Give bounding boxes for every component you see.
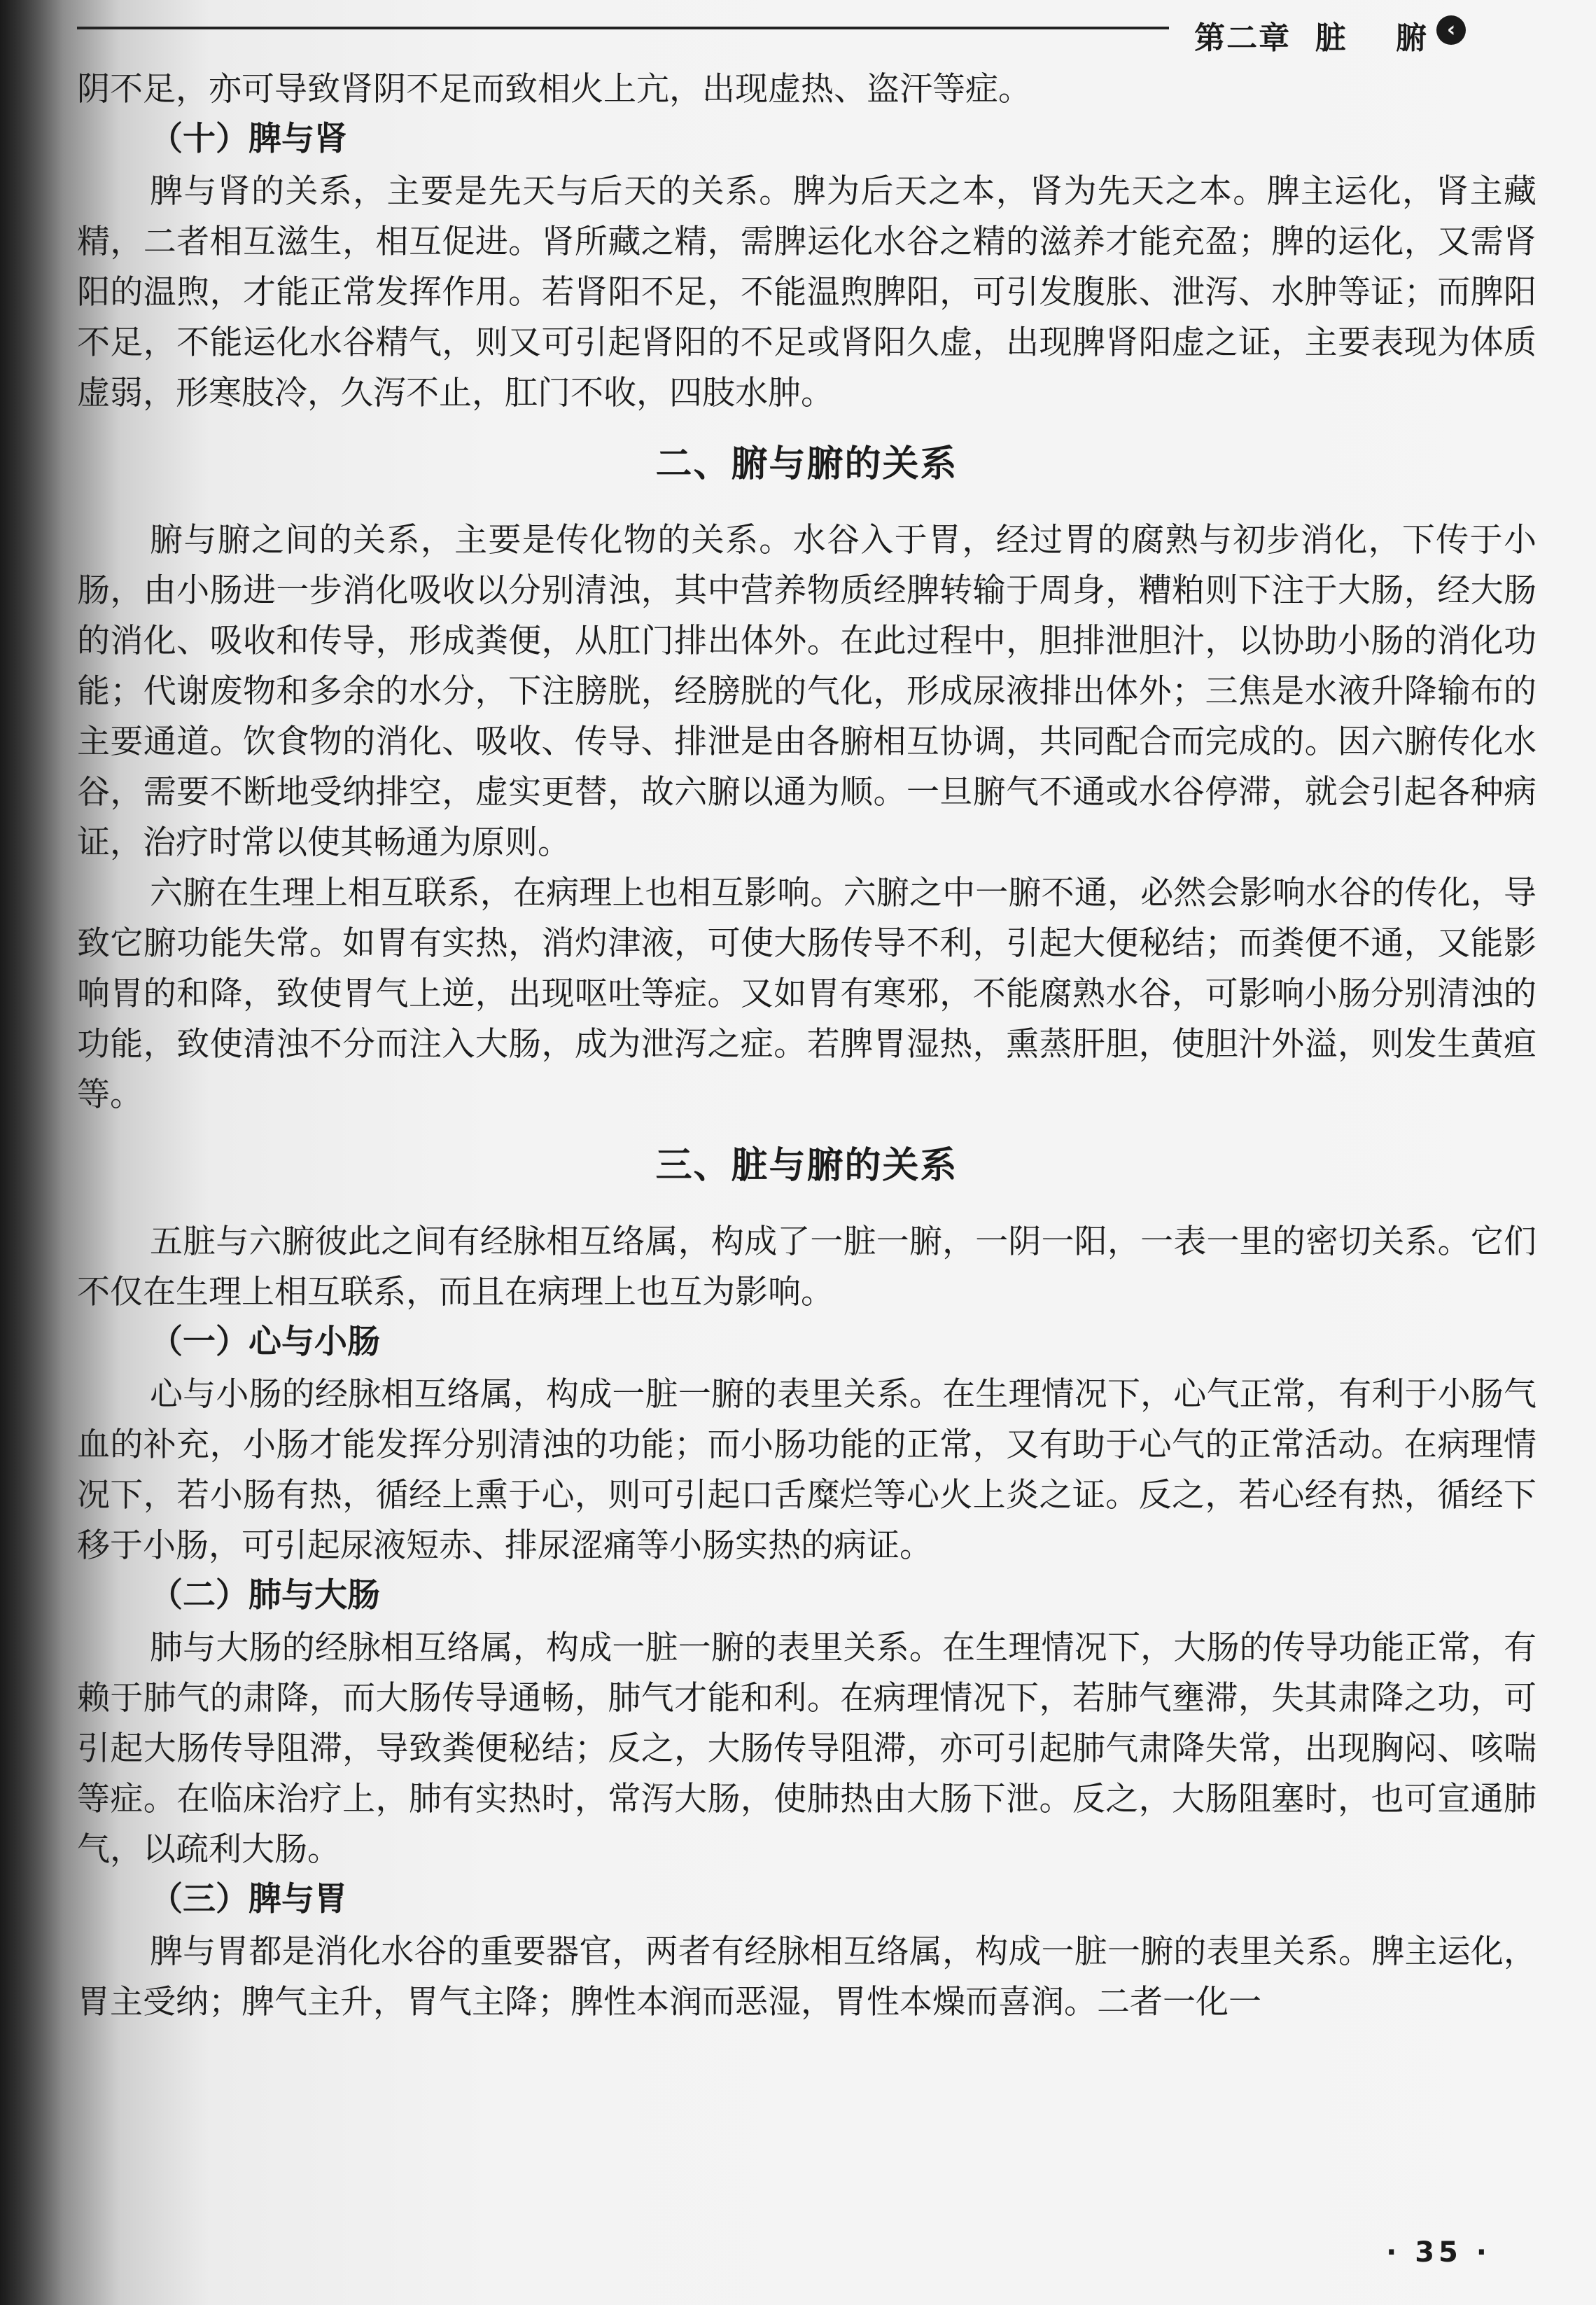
paragraph: 脾与肾的关系，主要是先天与后天的关系。脾为后天之本，肾为先天之本。脾主运化，肾主藏精，二者相互滋生，相互促进。肾所藏之精，需脾运化水谷之精的滋养才能充盈；脾的运化，又需肾阳的温煦，才能正常发挥作用。若肾阳不足，不能温煦脾阳，可引发腹胀、泄泻、水肿等证；而脾阳不足，不能运化水谷精气，则又可引起肾阳的不足或肾阳久虚，出现脾肾阳虚之证，主要表现为体质虚弱，形寒肢冷，久泻不止，肛门不收，四肢水肿。 — [77, 172, 1536, 412]
section-heading: 三、脏与腑的关系 — [655, 1145, 958, 1187]
subsection-heading: （三）脾与胃 — [150, 1880, 347, 1918]
paragraph: 腑与腑之间的关系，主要是传化物的关系。水谷入于胃，经过胃的腐熟与初步消化，下传于小肠，由小肠进一步消化吸收以分别清浊，其中营养物质经脾转输于周身，糟粕则下注于大肠，经大肠的消化、吸收和传导，形成粪便，从肛门排出体外。在此过程中，胆排泄胆汁，以协助小肠的消化功能；代谢废物和多余的水分，下注膀胱，经膀胱的气化，形成尿液排出体外；三焦是水液升降输布的主要通道。饮食物的消化、吸收、传导、排泄是由各腑相互协调，共同配合而完成的。因六腑传化水谷，需要不断地受纳排空，虚实更替，故六腑以通为顺。一旦腑气不通或水谷停滞，就会引起各种病证，治疗时常以使其畅通为原则。 — [77, 521, 1536, 862]
paragraph: 阴不足，亦可导致肾阴不足而致相火上亢，出现虚热、盗汗等症。 — [77, 70, 1031, 109]
page-binding-shadow — [0, 0, 63, 2305]
page-number: · 35 · — [1386, 2236, 1491, 2269]
running-header-chapter: 第二章 脏 腑 — [1194, 20, 1428, 56]
subsection-heading: （二）肺与大肠 — [150, 1576, 380, 1615]
paragraph: 脾与胃都是消化水谷的重要器官，两者有经脉相互络属，构成一脏一腑的表里关系。脾主运化，胃主受纳；脾气主升，胃气主降；脾性本润而恶湿，胃性本燥而喜润。二者一化一 — [77, 1933, 1536, 2021]
page-body — [77, 64, 1536, 2028]
paragraph: 六腑在生理上相互联系，在病理上也相互影响。六腑之中一腑不通，必然会影响水谷的传化，导致它腑功能失常。如胃有实热，消灼津液，可使大肠传导不利，引起大便秘结；而粪便不通，又能影响胃的和降，致使胃气上逆，出现呕吐等症。又如胃有寒邪，不能腐熟水谷，可影响小肠分别清浊的功能，致使清浊不分而注入大肠，成为泄泻之症。若脾胃湿热，熏蒸肝胆，使胆汁外溢，则发生黄疸等。 — [77, 874, 1536, 1114]
paragraph: 五脏与六腑彼此之间有经脉相互络属，构成了一脏一腑，一阴一阳，一表一里的密切关系。它们不仅在生理上相互联系，而且在病理上也互为影响。 — [77, 1223, 1536, 1311]
paragraph: 心与小肠的经脉相互络属，构成一脏一腑的表里关系。在生理情况下，心气正常，有利于小肠气血的补充，小肠才能发挥分别清浊的功能；而小肠功能的正常，又有助于心气的正常活动。在病理情况下，若小肠有热，循经上熏于心，则可引起口舌糜烂等心火上炎之证。反之，若心经有热，循经下移于小肠，可引起尿液短赤、排尿涩痛等小肠实热的病证。 — [77, 1375, 1536, 1565]
circle-arrow-left-icon: ‹ — [1436, 15, 1466, 45]
section-heading: 二、腑与腑的关系 — [655, 443, 958, 485]
subsection-heading: （十）脾与肾 — [150, 120, 347, 158]
subsection-heading: （一）心与小肠 — [150, 1323, 380, 1361]
header-rule — [77, 27, 1169, 29]
paragraph: 肺与大肠的经脉相互络属，构成一脏一腑的表里关系。在生理情况下，大肠的传导功能正常，有赖于肺气的肃降，而大肠传导通畅，肺气才能和利。在病理情况下，若肺气壅滞，失其肃降之功，可引起大肠传导阻滞，导致粪便秘结；反之，大肠传导阻滞，亦可引起肺气肃降失常，出现胸闷、咳喘等症。在临床治疗上，肺有实热时，常泻大肠，使肺热由大肠下泄。反之，大肠阻塞时，也可宣通肺气，以疏利大肠。 — [77, 1629, 1536, 1869]
